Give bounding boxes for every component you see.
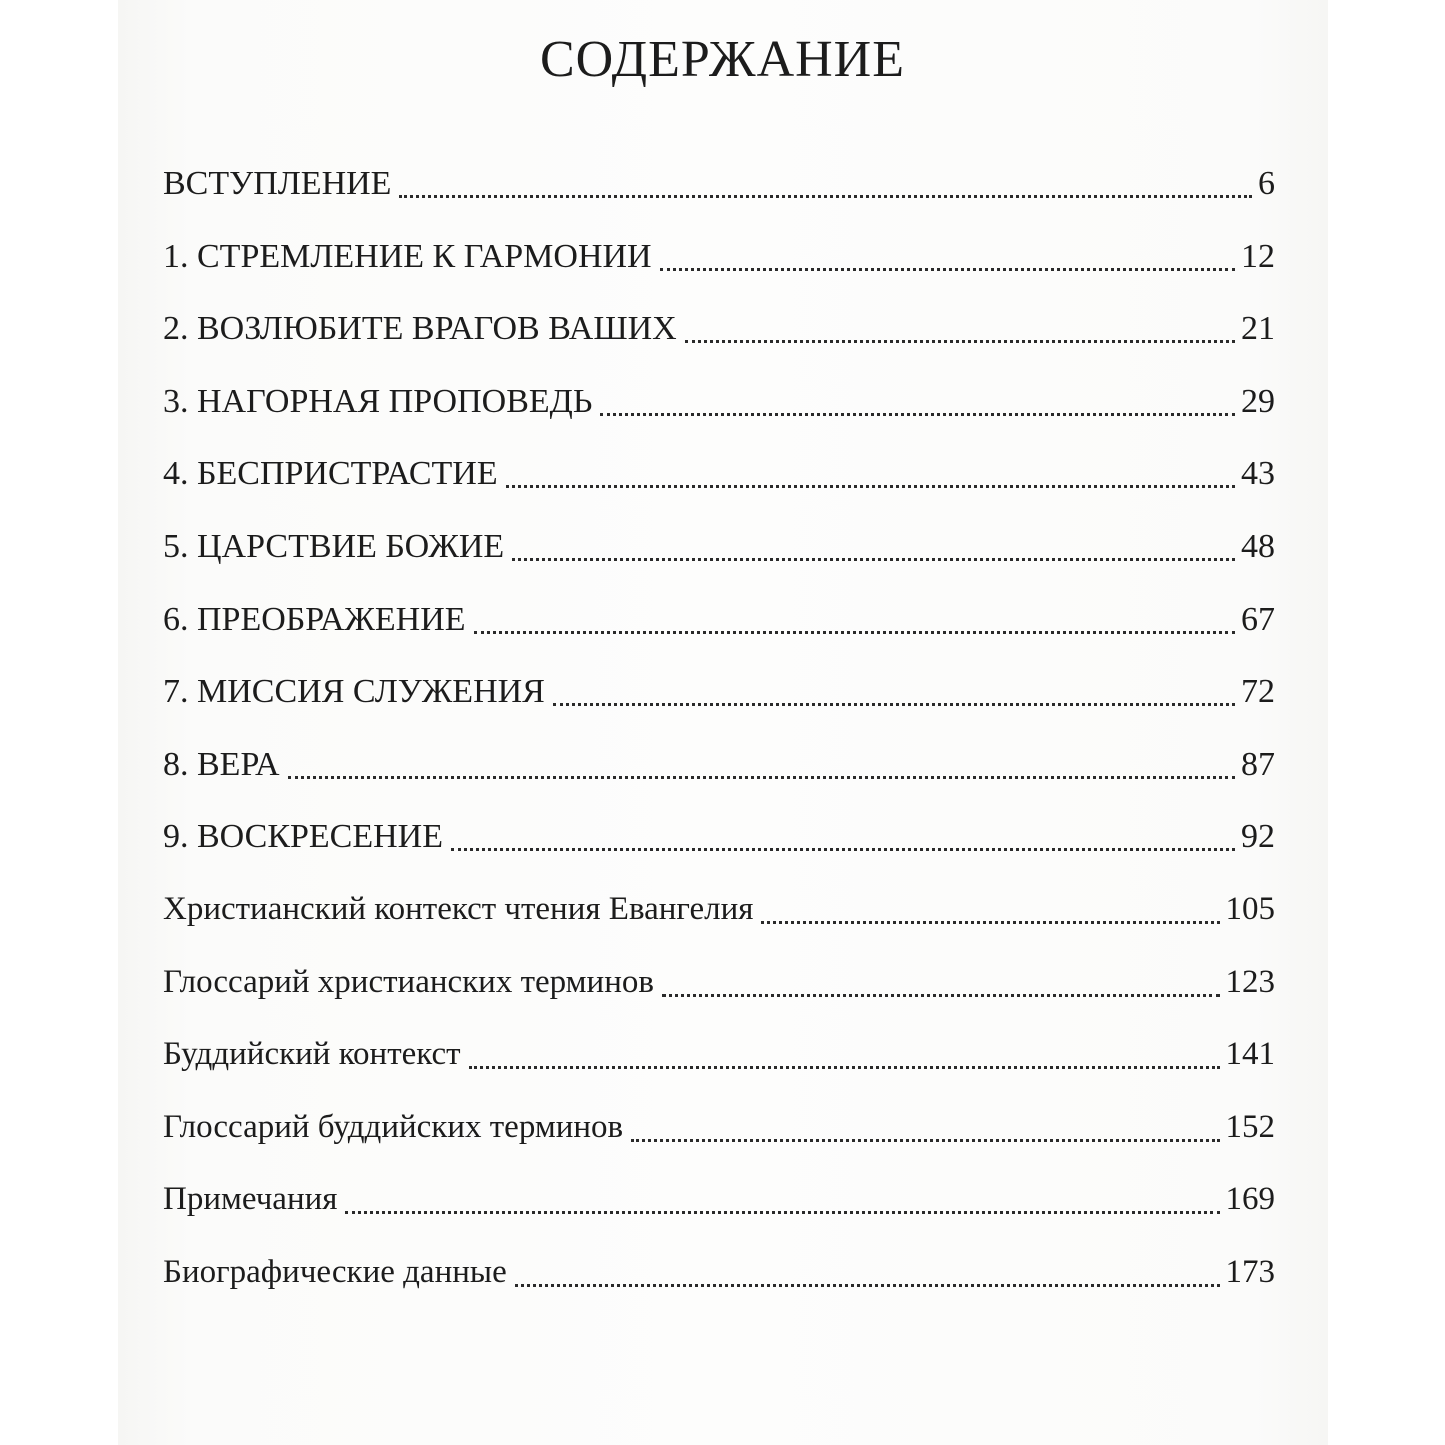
dot-leader (474, 631, 1235, 634)
toc-entry-page: 21 (1241, 310, 1275, 347)
toc-entry-label: Буддийский контекст (163, 1036, 461, 1072)
toc-entry (163, 601, 1275, 651)
toc-entry-label: Примечания (163, 1181, 338, 1217)
toc-entry (163, 818, 1275, 868)
dot-leader (506, 485, 1235, 488)
dot-leader (761, 921, 1219, 924)
toc-entry (163, 238, 1275, 288)
dot-leader (512, 558, 1235, 561)
toc-entry (163, 310, 1275, 360)
toc-entry-page: 141 (1225, 1036, 1275, 1072)
toc-entry-page: 43 (1241, 455, 1275, 492)
toc-entry-label: 2. ВОЗЛЮБИТЕ ВРАГОВ ВАШИХ (163, 310, 677, 347)
toc-entry-page: 169 (1225, 1181, 1275, 1217)
toc-entry-page: 87 (1241, 746, 1275, 783)
toc-entry-label: ВСТУПЛЕНИЕ (163, 165, 392, 202)
dot-leader (399, 195, 1252, 198)
toc-entry (163, 964, 1275, 1014)
toc-entry-label: Христианский контекст чтения Евангелия (163, 891, 754, 927)
toc-entry-page: 105 (1225, 891, 1275, 927)
toc-entry-page: 12 (1241, 238, 1275, 275)
dot-leader (685, 340, 1235, 343)
toc-entry-label: 5. ЦАРСТВИЕ БОЖИЕ (163, 528, 505, 565)
toc-entry (163, 528, 1275, 578)
toc-entry (163, 165, 1275, 215)
toc-entry (163, 1109, 1275, 1159)
toc-entry (163, 746, 1275, 796)
toc-entry (163, 1181, 1275, 1231)
toc-entry-page: 92 (1241, 818, 1275, 855)
dot-leader (600, 413, 1235, 416)
toc-entry-page: 72 (1241, 673, 1275, 710)
toc-entry-label: 1. СТРЕМЛЕНИЕ К ГАРМОНИИ (163, 238, 652, 275)
dot-leader (451, 848, 1235, 851)
toc-entry-label: 6. ПРЕОБРАЖЕНИЕ (163, 601, 466, 638)
toc-entry-label: Глоссарий буддийских терминов (163, 1109, 624, 1145)
toc-entry-page: 6 (1258, 165, 1275, 202)
dot-leader (469, 1066, 1220, 1069)
toc-entry-label: Биографические данные (163, 1254, 507, 1290)
toc-entry-page: 67 (1241, 601, 1275, 638)
toc-entry-page: 48 (1241, 528, 1275, 565)
toc-entry-page: 29 (1241, 383, 1275, 420)
toc-entry-label: 3. НАГОРНАЯ ПРОПОВЕДЬ (163, 383, 593, 420)
dot-leader (345, 1211, 1219, 1214)
dot-leader (288, 776, 1235, 779)
dot-leader (631, 1139, 1219, 1142)
toc-entry-page: 173 (1225, 1254, 1275, 1290)
toc-entry-label: 7. МИССИЯ СЛУЖЕНИЯ (163, 673, 545, 710)
dot-leader (553, 703, 1235, 706)
toc-entry (163, 1036, 1275, 1086)
page-title: СОДЕРЖАНИЕ (540, 31, 905, 88)
toc-entry-label: 8. ВЕРА (163, 746, 280, 783)
dot-leader (660, 268, 1235, 271)
toc-entry (163, 891, 1275, 941)
toc-entry (163, 383, 1275, 433)
toc-entry-page: 123 (1225, 964, 1275, 1000)
toc-entry (163, 1254, 1275, 1304)
dot-leader (515, 1284, 1220, 1287)
toc-entry-label: 9. ВОСКРЕСЕНИЕ (163, 818, 444, 855)
dot-leader (662, 994, 1220, 997)
toc-entry (163, 455, 1275, 505)
toc-entry-label: Глоссарий христианских терминов (163, 964, 654, 1000)
toc-entry-label: 4. БЕСПРИСТРАСТИЕ (163, 455, 498, 492)
toc-entry-page: 152 (1225, 1109, 1275, 1145)
toc-entry (163, 673, 1275, 723)
